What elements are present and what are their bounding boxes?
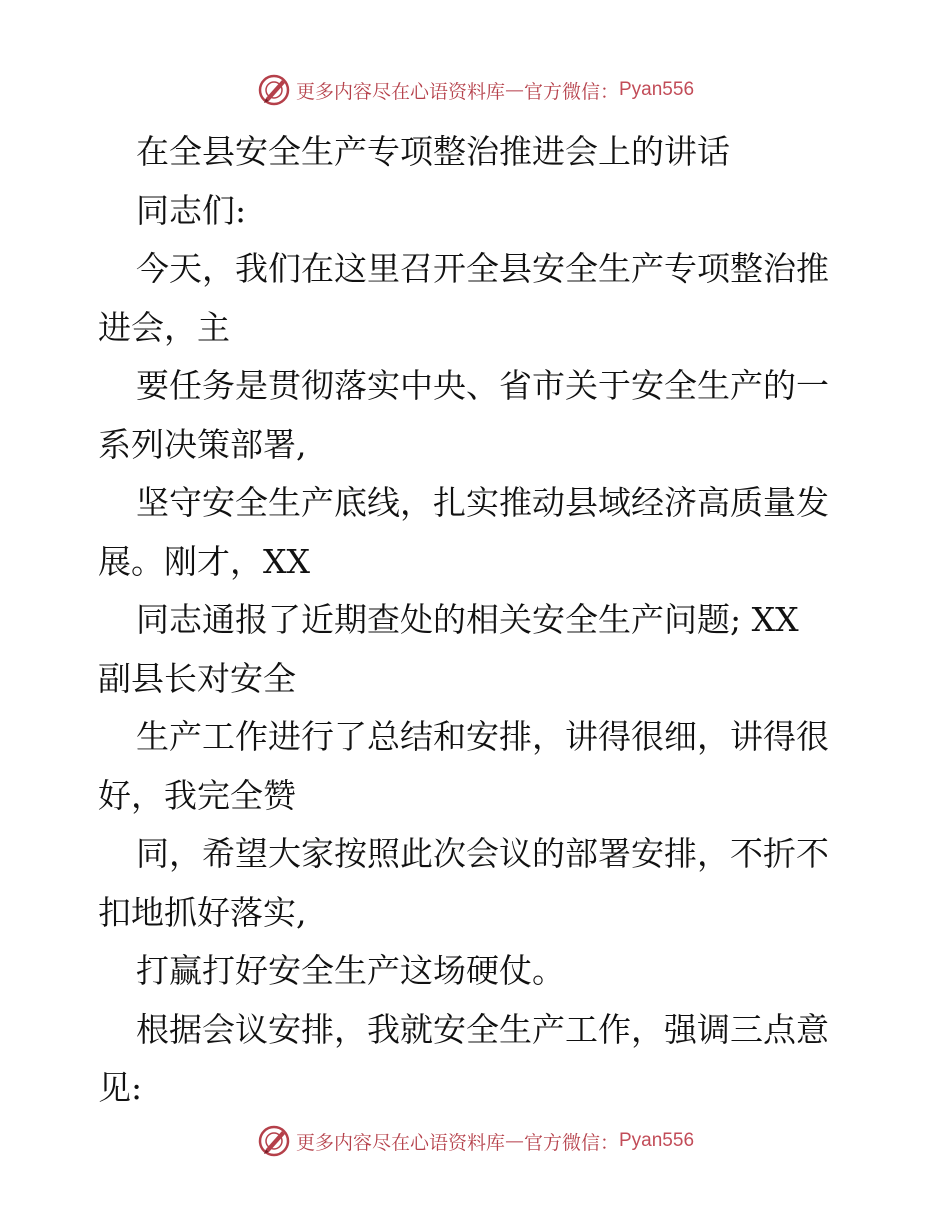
paragraph-line: 同志通报了近期查处的相关安全生产问题; XX bbox=[136, 600, 799, 639]
paragraph-line: 好，我完全赞 bbox=[98, 775, 296, 815]
pen-circle-logo-icon bbox=[256, 1123, 292, 1159]
salutation: 同志们: bbox=[136, 190, 247, 230]
paragraph-line: 今天，我们在这里召开全县安全生产专项整治推 bbox=[136, 249, 829, 288]
paragraph-line: 进会，主 bbox=[98, 307, 230, 347]
document-title: 在全县安全生产专项整治推进会上的讲话 bbox=[136, 132, 730, 171]
paragraph-line: 系列决策部署, bbox=[98, 424, 307, 464]
watermark-dash: — bbox=[504, 1130, 524, 1152]
watermark-label: 官方微信： bbox=[523, 1131, 619, 1154]
paragraph-line: 生产工作进行了总结和安排，讲得很细，讲得很 bbox=[136, 717, 829, 756]
paragraph-line: 副县长对安全 bbox=[98, 658, 296, 698]
paragraph-line: 根据会议安排，我就安全生产工作，强调三点意 bbox=[136, 1009, 829, 1049]
paragraph-line: 坚守安全生产底线，扎实推动县域经济高质量发 bbox=[136, 483, 829, 522]
paragraph-line: 要任务是贯彻落实中央、省市关于安全生产的一 bbox=[136, 366, 829, 405]
paragraph-line: 见: bbox=[98, 1068, 143, 1107]
watermark-label: 官方微信： bbox=[523, 80, 619, 103]
footer-watermark bbox=[0, 1121, 950, 1161]
watermark-text: 更多内容尽在心语资料库 bbox=[295, 1131, 505, 1154]
paragraph-line: 展。刚才，XX bbox=[98, 541, 310, 581]
document-body bbox=[98, 123, 858, 1118]
watermark-wechat-id: Pyan556 bbox=[619, 79, 695, 100]
paragraph-line: 扣地抓好落实, bbox=[98, 892, 307, 932]
watermark-text: 更多内容尽在心语资料库 bbox=[295, 80, 505, 103]
watermark-dash: — bbox=[504, 79, 524, 101]
watermark-wechat-id: Pyan556 bbox=[619, 1130, 695, 1151]
paragraph-line: 同，希望大家按照此次会议的部署安排，不折不 bbox=[136, 834, 829, 873]
header-watermark bbox=[0, 70, 950, 110]
pen-circle-logo-icon bbox=[256, 72, 292, 108]
paragraph-line: 打赢打好安全生产这场硬仗。 bbox=[136, 951, 565, 990]
